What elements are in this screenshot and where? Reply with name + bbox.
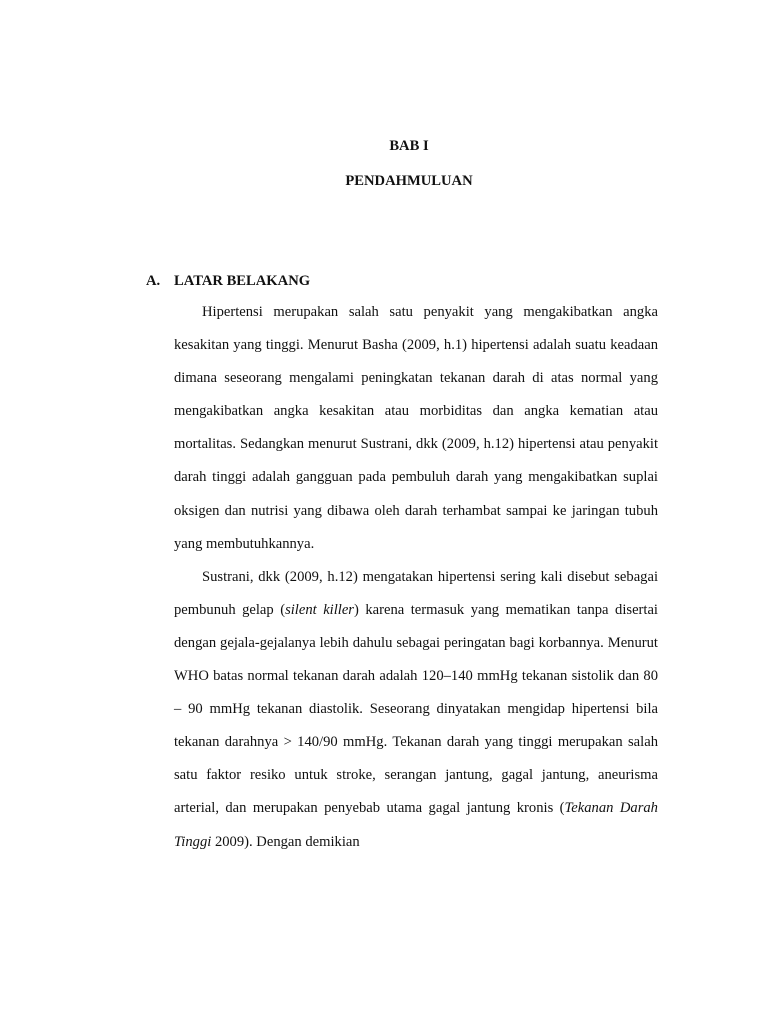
section-heading — [146, 272, 310, 290]
paragraph-2-part-3: 2009). Dengan demikian — [211, 833, 360, 850]
body-text — [174, 296, 658, 859]
section-number: A. — [146, 273, 161, 289]
italic-term-silent-killer: silent killer — [285, 601, 354, 618]
paragraph-2-part-2: ) karena termasuk yang mematikan tanpa disertai dengan gejala-gejalanya lebih dahulu sebagai peringatan bagi korbannya. Menurut WHO batas normal tekanan darah adalah 120–140 mmHg tekanan sistolik dan 80 – 90 mmHg tekanan diastolik. Seseorang dinyatakan mengidap hipertensi bila tekanan darahnya > 140/90 mmHg. Tekanan darah yang tinggi merupakan salah satu faktor resiko untuk stroke, serangan jantung, gagal jantung, aneurisma arterial, dan merupakan penyebab utama gagal jantung kronis ( — [174, 601, 658, 817]
chapter-title: PENDAHMULUAN — [345, 173, 473, 189]
paragraph-1: Hipertensi merupakan salah satu penyakit yang mengakibatkan angka kesakitan yang tinggi. Menurut Basha (2009, h.1) hipertensi adalah suatu keadaan dimana seseorang mengalami peningkatan tekanan darah di atas normal yang mengakibatkan angka kesakitan atau morbiditas dan angka kematian atau mortalitas. Sedangkan menurut Sustrani, dkk (2009, h.12) hipertensi atau penyakit darah tinggi adalah gangguan pada pembuluh darah yang mengakibatkan suplai oksigen dan nutrisi yang dibawa oleh darah terhambat sampai ke jaringan tubuh yang membutuhkannya. — [174, 304, 658, 552]
italic-citation-title: Tekanan Darah Tinggi — [174, 800, 658, 850]
section-title: LATAR BELAKANG — [174, 273, 311, 289]
chapter-heading: BAB I — [389, 138, 429, 154]
paragraph-2-part-1: Sustrani, dkk (2009, h.12) mengatakan hipertensi sering kali disebut sebagai pembunuh gelap ( — [174, 568, 658, 618]
paragraph-2 — [174, 561, 658, 859]
